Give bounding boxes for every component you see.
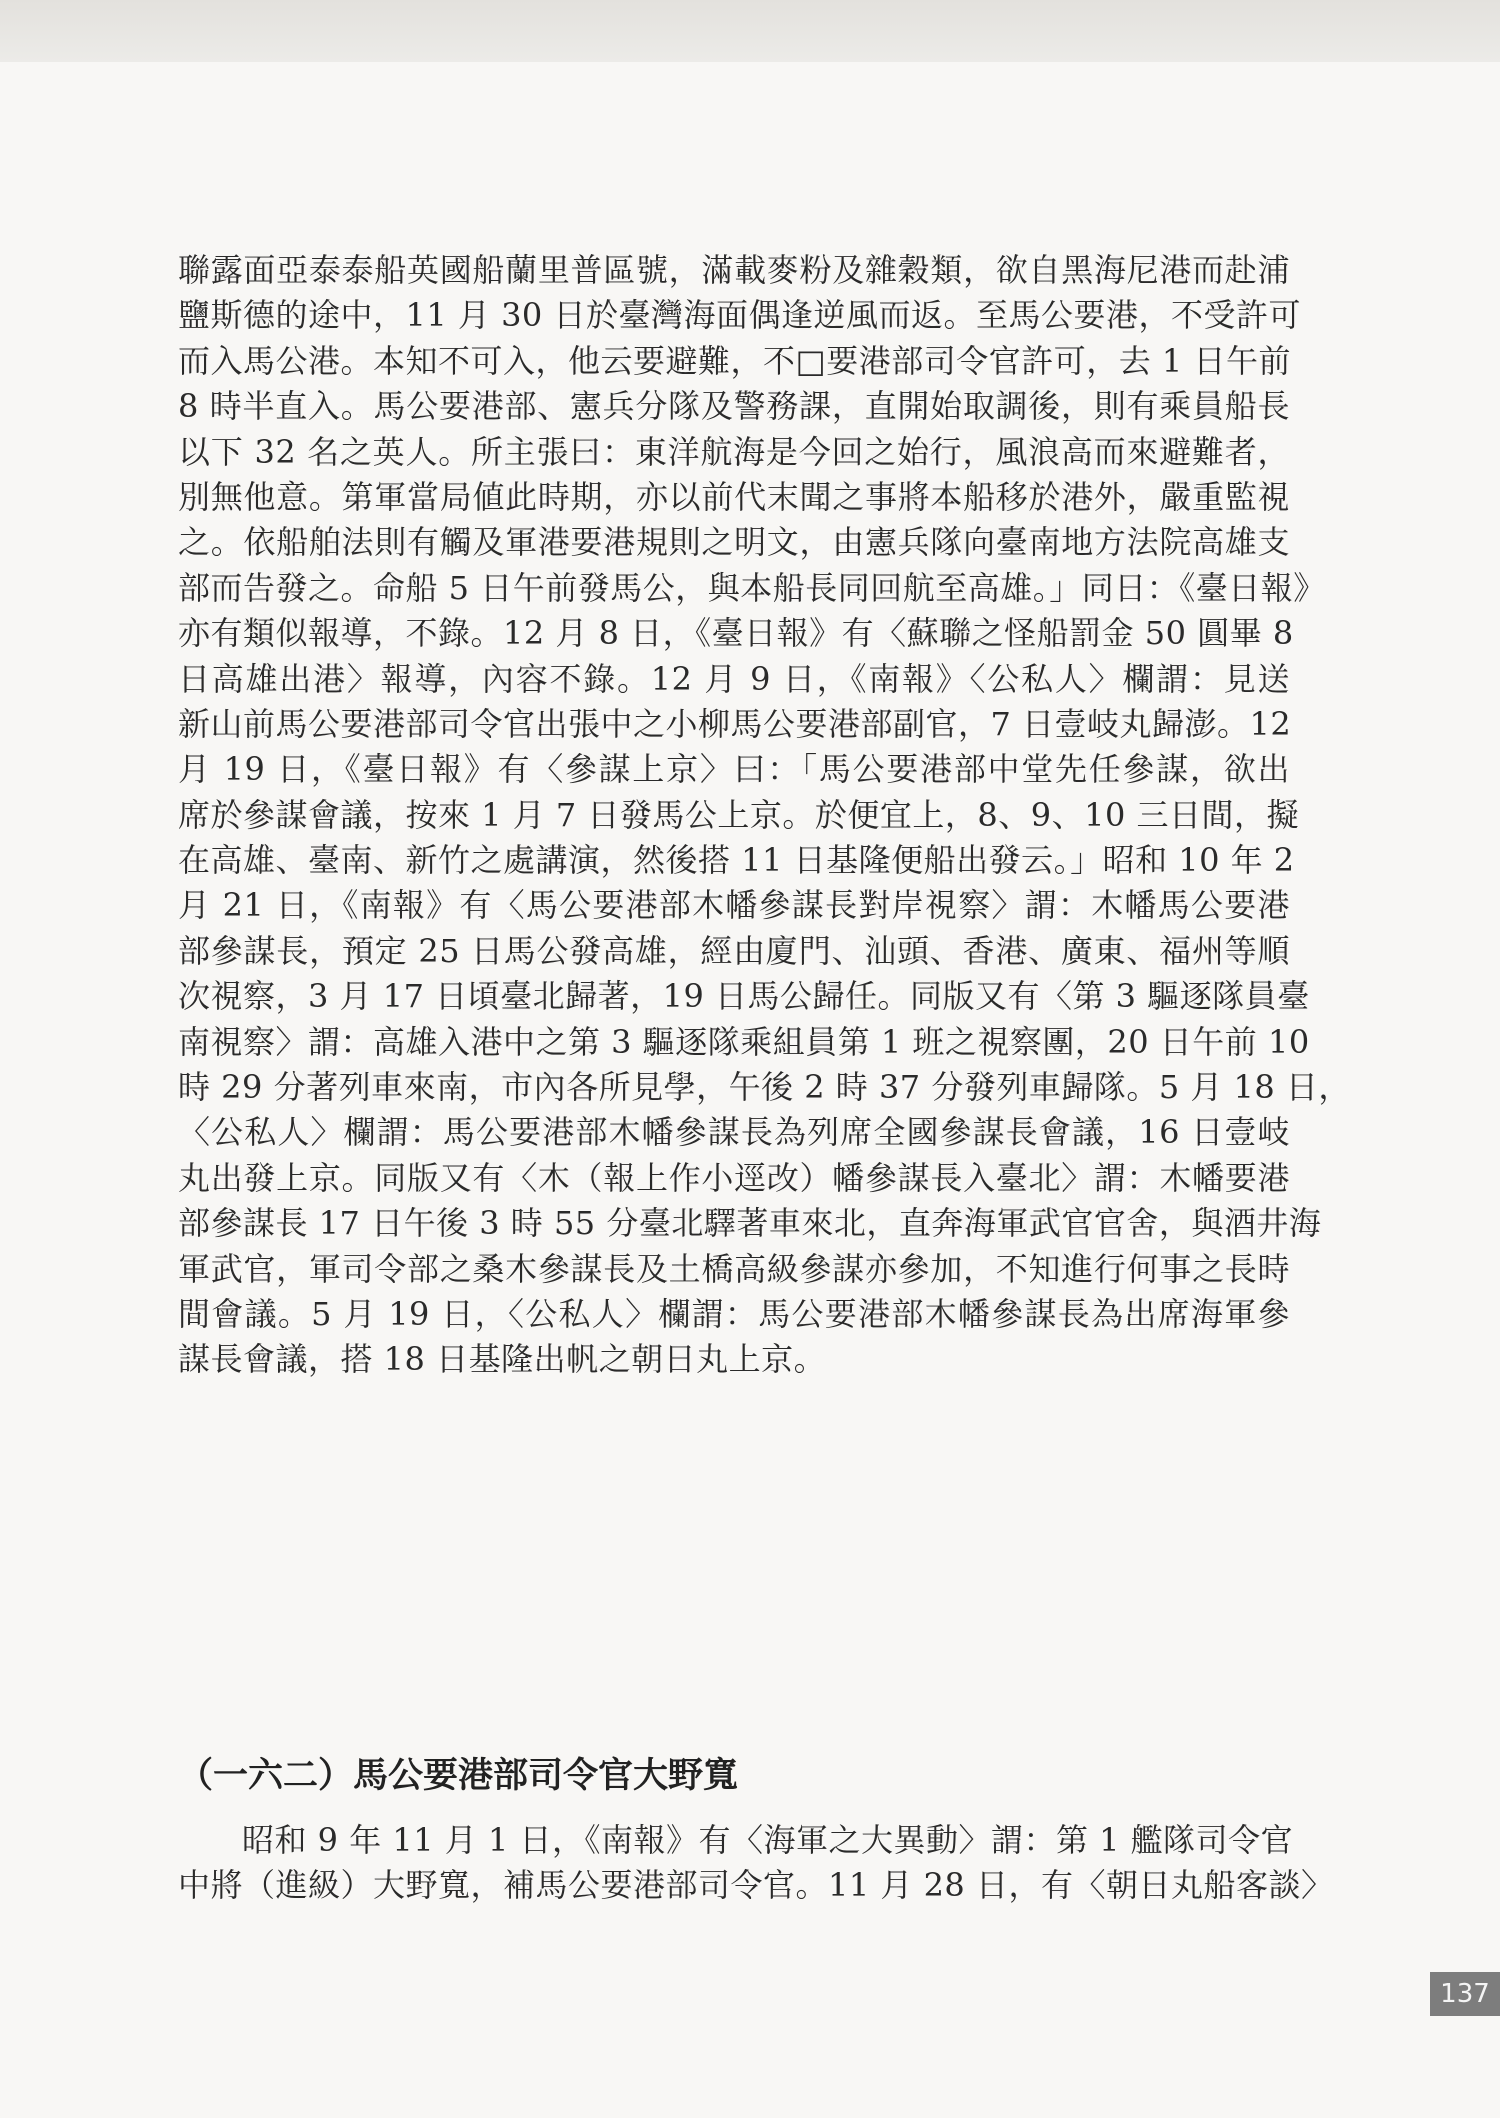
paragraph-line: 次視察，3 月 17 日頃臺北歸著，19 日馬公歸任。同版又有〈第 3 驅逐隊員臺 xyxy=(178,977,1310,1016)
paragraph-line: 間會議。5 月 19 日，〈公私人〉欄謂：馬公要港部木幡參謀長為出席海軍參 xyxy=(178,1294,1290,1333)
paragraph-line: 〈公私人〉欄謂：馬公要港部木幡參謀長為列席全國參謀長會議，16 日壹岐 xyxy=(178,1113,1290,1152)
paragraph-line: 南視察〉謂：高雄入港中之第 3 驅逐隊乘組員第 1 班之視察團，20 日午前 10 xyxy=(178,1022,1310,1061)
paragraph-line: 新山前馬公要港部司令官出張中之小柳馬公要港部副官，7 日壹岐丸歸澎。12 xyxy=(178,704,1292,743)
paragraph-line: 月 19 日，《臺日報》有〈參謀上京〉曰：「馬公要港部中堂先任參謀，欲出 xyxy=(178,750,1290,789)
paragraph-line: 亦有類似報導，不錄。12 月 8 日，《臺日報》有〈蘇聯之怪船罰金 50 圓畢 8 xyxy=(178,614,1294,653)
paragraph-line: 聯露面亞泰泰船英國船蘭里普區號，滿載麥粉及雜穀類，欲自黑海尼港而赴浦 xyxy=(178,251,1290,289)
paragraph-line: 席於參謀會議，按來 1 月 7 日發馬公上京。於便宜上，8、9、10 三日間，擬 xyxy=(178,795,1300,834)
paragraph-line: 在高雄、臺南、新竹之處講演，然後搭 11 日基隆便船出發云。」昭和 10 年 2 xyxy=(178,841,1295,880)
paragraph-line: 日高雄出港〉報導，內容不錄。12 月 9 日，《南報》〈公私人〉欄謂：見送 xyxy=(178,659,1290,698)
paragraph-line: 之。依船舶法則有觸及軍港要港規則之明文，由憲兵隊向臺南地方法院高雄支 xyxy=(178,523,1290,562)
paragraph-line: 部參謀長，預定 25 日馬公發高雄，經由廈門、汕頭、香港、廣東、福州等順 xyxy=(178,931,1290,970)
page-number: 137 xyxy=(1430,1972,1500,2016)
paragraph-line: 謀長會議，搭 18 日基隆出帆之朝日丸上京。 xyxy=(178,1340,827,1379)
section-heading: （一六二）馬公要港部司令官大野寬 xyxy=(178,1756,739,1796)
paragraph-line: 而入馬公港。本知不可入，他云要避難，不□要港部司令官許可，去 1 日午前 xyxy=(178,341,1291,380)
paragraph-line: 部參謀長 17 日午後 3 時 55 分臺北驛著車來北，直奔海軍武官官舍，與酒井海 xyxy=(178,1204,1322,1243)
section-line: 昭和 9 年 11 月 1 日，《南報》有〈海軍之大異動〉謂：第 1 艦隊司令官 xyxy=(242,1821,1294,1859)
paragraph-line: 8 時半直入。馬公要港部、憲兵分隊及警務課，直開始取調後，則有乘員船長 xyxy=(178,387,1290,426)
paragraph-line: 部而告發之。命船 5 日午前發馬公，與本船長同回航至高雄。」同日：《臺日報》 xyxy=(178,568,1326,607)
paragraph-line: 丸出發上京。同版又有〈木（報上作小逕改）幡參謀長入臺北〉謂：木幡要港 xyxy=(178,1158,1290,1197)
scan-top-margin xyxy=(0,0,1500,62)
paragraph-line: 月 21 日，《南報》有〈馬公要港部木幡參謀長對岸視察〉謂：木幡馬公要港 xyxy=(178,886,1290,925)
paragraph-line: 鹽斯德的途中，11 月 30 日於臺灣海面偶逢逆風而返。至馬公要港，不受許可 xyxy=(178,296,1301,335)
section-paragraph xyxy=(178,1818,1334,1909)
paragraph-line: 以下 32 名之英人。所主張曰：東洋航海是今回之始行，風浪高而來避難者， xyxy=(178,432,1290,471)
paragraph-line: 時 29 分著列車來南，市內各所見學，午後 2 時 37 分發列車歸隊。5 月 18 日， xyxy=(178,1068,1351,1107)
paragraph-line: 軍武官，軍司令部之桑木參謀長及土橋高級參謀亦參加，不知進行何事之長時 xyxy=(178,1249,1290,1288)
main-paragraph xyxy=(178,248,1351,1383)
section-line: 中將（進級）大野寬，補馬公要港部司令官。11 月 28 日，有〈朝日丸船客談〉 xyxy=(178,1866,1334,1905)
paragraph-line: 別無他意。第軍當局値此時期，亦以前代末聞之事將本船移於港外，嚴重監視 xyxy=(178,477,1290,516)
